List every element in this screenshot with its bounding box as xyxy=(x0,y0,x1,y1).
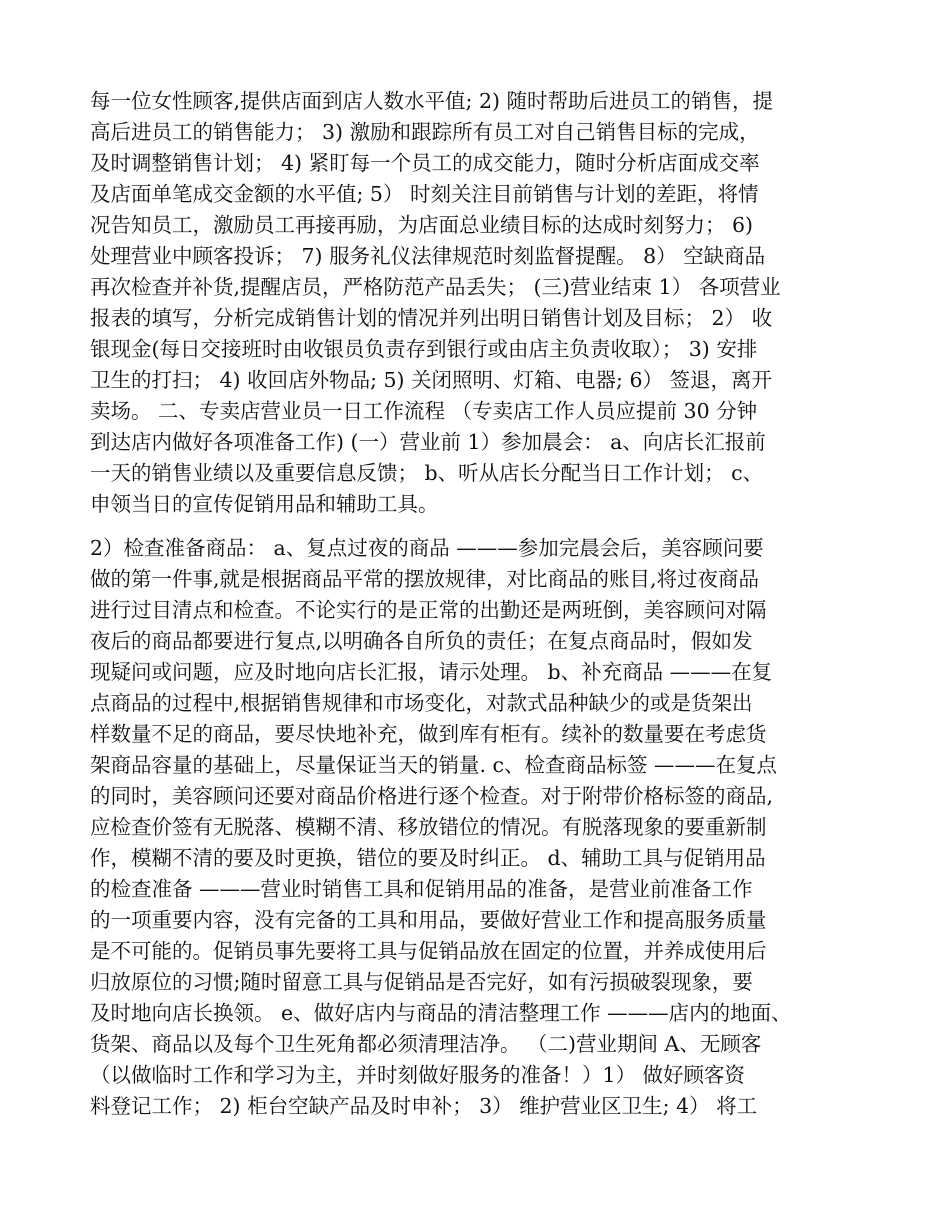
text-line: 夜后的商品都要进行复点,以明确各自所负的责任；在复点商品时，假如发 xyxy=(90,629,753,653)
text-line: 进行过目清点和检查。不论实行的是正常的出勤还是两班倒，美容顾问对隔 xyxy=(90,598,767,622)
text-line: 申领当日的宣传促销用品和辅助工具。 xyxy=(90,492,439,516)
text-line: 做的第一件事,就是根据商品平常的摆放规律，对比商品的账目,将过夜商品 xyxy=(90,567,760,591)
text-line: 报表的填写，分析完成销售计划的情况并列出明日销售计划及目标； 2） 收 xyxy=(90,306,773,330)
text-line: 再次检查并补货,提醒店员，严格防范产品丢失； (三)营业结束 1） 各项营业 xyxy=(90,275,781,299)
text-line: 的检查准备 ———营业时销售工具和促销用品的准备，是营业前准备工作 xyxy=(90,877,753,901)
text-line: 点商品的过程中,根据销售规律和市场变化，对款式品种缺少的或是货架出 xyxy=(90,691,753,715)
paragraph-store-manager-duties xyxy=(90,86,870,520)
text-line: 处理营业中顾客投诉； 7) 服务礼仪法律规范时刻监督提醒。 8） 空缺商品 xyxy=(90,244,766,268)
paragraph-product-check xyxy=(90,533,870,1122)
text-line: 架商品容量的基础上，尽量保证当天的销量. c、检查商品标签 ———在复点 xyxy=(90,753,778,777)
text-line: 到达店内做好各项准备工作) (一）营业前 1）参加晨会： a、向店长汇报前 xyxy=(90,430,766,454)
text-line: 是不可能的。促销员事先要将工具与促销品放在固定的位置，并养成使用后 xyxy=(90,939,767,963)
text-line: 况告知员工，激励员工再接再励，为店面总业绩目标的达成时刻努力； 6) xyxy=(90,213,754,237)
text-line: 及时调整销售计划； 4) 紧盯每一个员工的成交能力，随时分析店面成交率 xyxy=(90,151,760,175)
text-line: 及店面单笔成交金额的水平值; 5） 时刻关注目前销售与计划的差距，将情 xyxy=(90,182,759,206)
text-line: 卫生的打扫； 4) 收回店外物品; 5) 关闭照明、灯箱、电器; 6） 签退，离开 xyxy=(90,368,773,392)
text-line: 2）检查准备商品： a、复点过夜的商品 ———参加完晨会后，美容顾问要 xyxy=(90,536,764,560)
text-line: 应检查价签有无脱落、模糊不清、移放错位的情况。有脱落现象的要重新制 xyxy=(90,815,767,839)
text-line: 现疑问或问题，应及时地向店长汇报，请示处理。 b、补充商品 ———在复 xyxy=(90,660,773,684)
text-line: 及时地向店长换领。 e、做好店内与商品的清洁整理工作 ———店内的地面、 xyxy=(90,1001,792,1025)
text-line: 卖场。 二、专卖店营业员一日工作流程 （专卖店工作人员应提前 30 分钟 xyxy=(90,399,758,423)
text-line: 的同时，美容顾问还要对商品价格进行逐个检查。对于附带价格标签的商品, xyxy=(90,784,774,808)
text-line: 样数量不足的商品，要尽快地补充，做到库有柜有。续补的数量要在考虑货 xyxy=(90,722,767,746)
text-line: 料登记工作； 2) 柜台空缺产品及时申补； 3） 维护营业区卫生; 4） 将工 xyxy=(90,1094,758,1118)
text-line: 的一项重要内容，没有完备的工具和用品，要做好营业工作和提高服务质量 xyxy=(90,908,767,932)
text-line: 银现金(每日交接班时由收银员负责存到银行或由店主负责收取）； 3) 安排 xyxy=(90,337,758,361)
text-line: （以做临时工作和学习为主，并时刻做好服务的准备！）1） 做好顾客资 xyxy=(90,1063,746,1087)
text-line: 货架、商品以及每个卫生死角都必须清理洁净。 （二)营业期间 A、无顾客 xyxy=(90,1032,762,1056)
text-line: 一天的销售业绩以及重要信息反馈； b、听从店长分配当日工作计划； c、 xyxy=(90,461,764,485)
text-line: 作，模糊不清的要及时更换，错位的要及时纠正。 d、辅助工具与促销用品 xyxy=(90,846,766,870)
text-line: 每一位女性顾客,提供店面到店人数水平值; 2) 随时帮助后进员工的销售，提 xyxy=(90,89,773,113)
text-line: 高后进员工的销售能力； 3) 激励和跟踪所有员工对自己销售目标的完成， xyxy=(90,120,760,144)
text-line: 归放原位的习惯;随时留意工具与促销品是否完好，如有污损破裂现象，要 xyxy=(90,970,753,994)
